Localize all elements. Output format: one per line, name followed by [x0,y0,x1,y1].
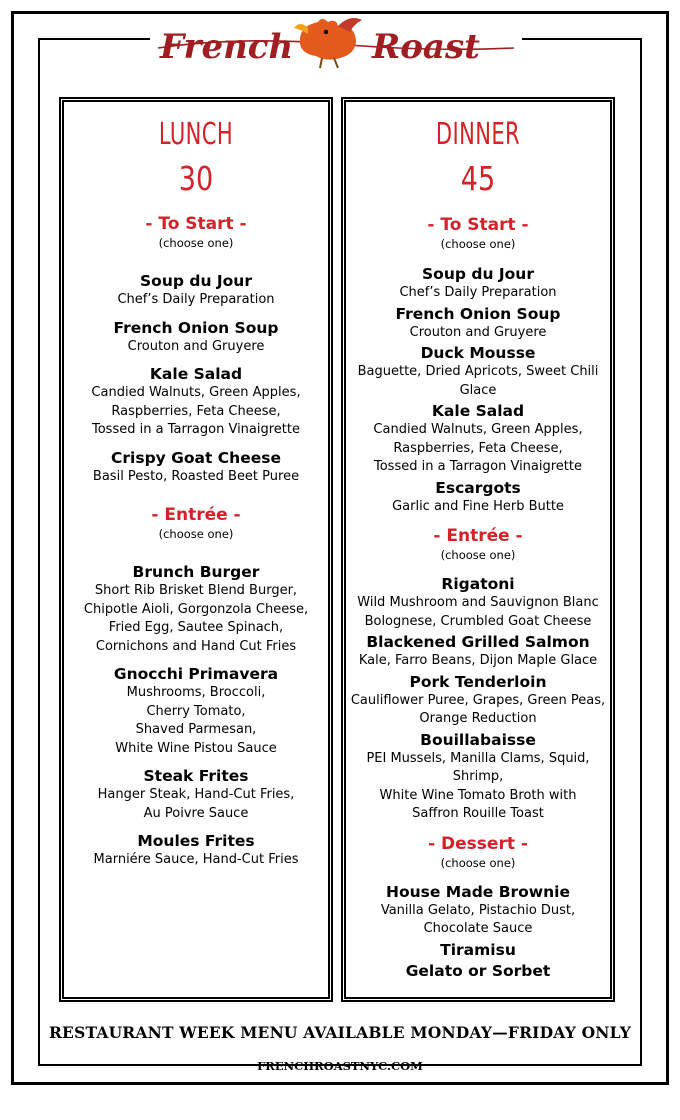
menu-item-name: Rigatoni [441,575,515,593]
description-line: Wild Mushroom and Sauvignon Blanc [357,595,599,610]
menu-item-description [346,284,610,303]
description-line: Cauliflower Puree, Grapes, Green Peas, [350,692,606,708]
dinner-menu-panel [341,97,615,1002]
menu-item-description [64,582,328,656]
availability-notice: RESTAURANT WEEK MENU AVAILABLE MONDAY—FRIDAY ONLY [48,1023,632,1042]
description-line: Candied Walnuts, Green Apples, [373,422,583,437]
description-line: Raspberries, Feta Cheese, [111,403,281,419]
description-line: Marniére Sauce, Hand-Cut Fries [93,852,299,867]
menu-item [64,448,328,487]
menu-item-name: Soup du Jour [422,265,534,283]
menu-item [64,318,328,357]
menu-item-name: Kale Salad [149,365,243,383]
menu-item [346,304,610,343]
menu-item-name: Gelato or Sorbet [405,961,551,980]
lunch-starter-note: (choose one) [158,236,234,250]
menu-item [346,401,610,477]
description-line: Kale, Farro Beans, Dijon Maple Glace [358,653,598,668]
menu-item-description [64,384,328,440]
menu-item-name: French Onion Soup [395,304,561,323]
description-line: Tossed in a Tarragon Vinaigrette [92,422,300,437]
description-line: Raspberries, Feta Cheese, [393,440,563,456]
description-line: Crouton and Gruyere [409,324,547,340]
menu-item-description [346,498,610,517]
menu-item-description [346,652,610,671]
description-line: Chocolate Sauce [423,921,533,936]
menu-item-name: House Made Brownie [386,882,570,901]
description-line: Au Poivre Sauce [143,805,249,821]
menu-item-description [346,324,610,343]
menu-item [346,264,610,303]
menu-item-name: Bouillabaisse [420,730,536,749]
lunch-title: LUNCH [158,117,234,152]
menu-item [346,632,610,671]
description-line: PEI Mussels, Manilla Clams, Squid, Shrimp, [366,750,590,784]
menu-item-description [346,692,610,729]
menu-item [346,940,610,960]
menu-item-name: Kale Salad [431,402,525,420]
menu-item-name: Soup du Jour [140,272,252,290]
menu-item-name: Crispy Goat Cheese [111,448,281,467]
dinner-dessert-note: (choose one) [440,855,516,870]
description-line: Cornichons and Hand Cut Fries [95,638,297,654]
menu-item [64,766,328,823]
menu-item [64,562,328,656]
menu-item-name: Blackened Grilled Salmon [366,633,590,651]
menu-item-description [64,338,328,357]
menu-item-description [346,421,610,477]
menu-item [64,831,328,870]
description-line: White Wine Tomato Broth with [379,787,577,803]
menu-item [346,478,610,517]
description-line: Basil Pesto, Roasted Beet Puree [92,468,300,484]
dinner-entree-note: (choose one) [440,548,516,562]
description-line: White Wine Pistou Sauce [115,740,277,756]
lunch-price: 30 [178,159,214,198]
menu-item-description [346,750,610,824]
description-line: Short Rib Brisket Blend Burger, [94,583,298,598]
restaurant-logo [150,14,522,70]
lunch-starter-heading: - To Start - [145,214,247,234]
menu-item-name: Duck Mousse [420,344,536,362]
description-line: Glace [459,382,497,398]
website-url[interactable]: FRENCHROASTNYC.COM [257,1059,423,1073]
dinner-entree-heading: - Entrée - [433,526,523,546]
dinner-price: 45 [460,159,496,198]
menu-item [346,574,610,631]
menu-item [346,882,610,939]
lunch-entree-note: (choose one) [158,527,234,541]
menu-item [346,343,610,400]
menu-item-name: Gnocchi Primavera [113,665,279,683]
description-line: Candied Walnuts, Green Apples, [91,385,301,400]
description-line: Tossed in a Tarragon Vinaigrette [374,459,582,474]
menu-item-name: Tiramisu [440,940,516,959]
dinner-title: DINNER [435,117,521,152]
menu-item [346,730,610,824]
menu-item-description [346,594,610,631]
description-line: Garlic and Fine Herb Butte [392,498,564,514]
description-line: Hanger Steak, Hand-Cut Fries, [97,787,295,802]
description-line: Chef’s Daily Preparation [399,285,557,300]
menu-item-description [346,363,610,400]
description-line: Saffron Rouille Toast [412,806,544,821]
description-line: Mushrooms, Broccoli, [126,685,266,700]
menu-item-name: Pork Tenderloin [409,672,547,691]
menu-item-name: Escargots [435,478,521,497]
lunch-entree-heading: - Entrée - [151,505,241,525]
description-line: Chef’s Daily Preparation [117,292,275,307]
description-line: Cherry Tomato, [146,703,246,719]
description-line: Chipotle Aioli, Gorgonzola Cheese, [83,601,309,617]
description-line: Shaved Parmesan, [135,722,257,737]
dinner-starter-note: (choose one) [440,237,516,251]
logo-text-left: French [160,27,294,67]
menu-item-description [64,291,328,310]
lunch-menu-panel [59,97,333,1002]
menu-item-description [346,902,610,939]
menu-item [64,664,328,758]
dinner-dessert-heading: - Dessert - [428,833,528,854]
logo-graphic [150,14,522,70]
menu-item-name: Steak Frites [143,767,249,785]
menu-item-description [64,786,328,823]
menu-item [64,271,328,310]
description-line: Fried Egg, Sautee Spinach, [108,620,284,635]
menu-item-name: Moules Frites [137,832,255,850]
dinner-starter-heading: - To Start - [427,215,529,235]
menu-item [346,672,610,729]
rooster-icon [294,18,362,68]
menu-item-description [64,468,328,487]
description-line: Baguette, Dried Apricots, Sweet Chili [357,364,599,379]
menu-item-name: Brunch Burger [132,563,260,581]
menu-item [64,364,328,440]
logo-text-right: Roast [372,27,480,67]
menu-item-name: French Onion Soup [113,318,279,337]
description-line: Bolognese, Crumbled Goat Cheese [364,613,592,629]
menu-item-description [64,684,328,758]
description-line: Vanilla Gelato, Pistachio Dust, [380,902,576,918]
menu-item [346,961,610,981]
description-line: Crouton and Gruyere [127,338,265,354]
menu-item-description [64,851,328,870]
description-line: Orange Reduction [419,711,537,726]
